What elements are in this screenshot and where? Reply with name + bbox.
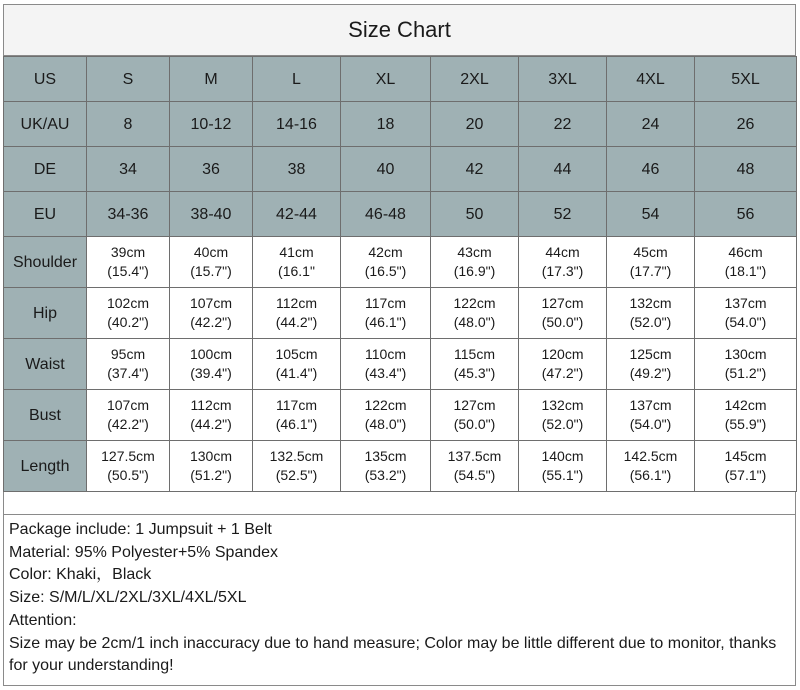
table-cell	[607, 390, 695, 441]
table-cell: S	[87, 57, 170, 102]
table-cell	[607, 288, 695, 339]
table-cell: 42-44	[253, 192, 341, 237]
inch-value: (17.7")	[629, 263, 672, 279]
inch-value: (56.1")	[629, 467, 672, 483]
table-cell	[253, 390, 341, 441]
row-label: Hip	[4, 288, 87, 339]
cm-value: 95cm	[110, 346, 146, 362]
table-cell	[519, 237, 607, 288]
table-cell: 48	[695, 147, 797, 192]
cm-value: 110cm	[365, 346, 406, 362]
cm-value: 107cm	[106, 397, 150, 413]
inch-value: (18.1")	[724, 263, 767, 279]
cm-value: 142.5cm	[623, 448, 678, 464]
color-line: Color: Khaki，Black	[9, 566, 152, 584]
table-cell	[253, 288, 341, 339]
inch-value: (43.4")	[364, 365, 407, 381]
table-cell: 26	[695, 102, 797, 147]
cm-value: 130cm	[189, 448, 233, 464]
table-cell: 2XL	[431, 57, 519, 102]
table-row	[4, 102, 797, 147]
cm-value: 132cm	[541, 397, 584, 413]
inch-value: (55.1")	[541, 467, 584, 483]
row-label: Waist	[4, 339, 87, 390]
cm-value: 41cm	[279, 244, 314, 260]
table-cell: 18	[341, 102, 431, 147]
table-row	[4, 441, 797, 492]
cm-value: 127cm	[453, 397, 496, 413]
row-label: EU	[4, 192, 87, 237]
chart-title: Size Chart	[3, 4, 796, 56]
cm-value: 100cm	[189, 346, 233, 362]
inch-value: (48.0")	[453, 314, 496, 330]
table-cell: 54	[607, 192, 695, 237]
row-label: DE	[4, 147, 87, 192]
table-cell: 50	[431, 192, 519, 237]
table-cell	[87, 339, 170, 390]
cm-value: 137cm	[724, 295, 767, 311]
table-cell	[431, 390, 519, 441]
table-cell	[519, 288, 607, 339]
attention-line: Attention:	[9, 611, 77, 629]
inch-value: (40.2")	[107, 314, 149, 330]
size-table	[3, 56, 797, 492]
inch-value: (54.0")	[629, 416, 672, 432]
table-cell	[607, 339, 695, 390]
table-cell	[431, 237, 519, 288]
cm-value: 112cm	[276, 295, 317, 311]
inch-value: (39.4")	[190, 365, 232, 381]
table-cell	[87, 390, 170, 441]
table-cell: 14-16	[253, 102, 341, 147]
row-label: Length	[4, 441, 87, 492]
table-cell	[695, 441, 797, 492]
table-cell	[695, 390, 797, 441]
inch-value: (16.1"	[278, 263, 315, 279]
inch-value: (51.2")	[724, 365, 767, 381]
table-cell	[341, 237, 431, 288]
cm-value: 40cm	[193, 244, 229, 260]
table-cell: 52	[519, 192, 607, 237]
inch-value: (52.5")	[275, 467, 318, 483]
cm-value: 117cm	[365, 295, 406, 311]
table-cell	[607, 237, 695, 288]
inch-value: (42.2")	[190, 314, 232, 330]
table-row	[4, 192, 797, 237]
table-cell: 36	[170, 147, 253, 192]
package-line: Package include: 1 Jumpsuit + 1 Belt	[9, 521, 272, 538]
cm-value: 112cm	[190, 397, 232, 413]
table-cell: 34	[87, 147, 170, 192]
table-cell	[170, 339, 253, 390]
inch-value: (46.1")	[275, 416, 318, 432]
cm-value: 120cm	[541, 346, 584, 362]
inch-value: (47.2")	[541, 365, 584, 381]
cm-value: 107cm	[189, 295, 233, 311]
material-line: Material: 95% Polyester+5% Spandex	[9, 543, 279, 561]
inch-value: (51.2")	[190, 467, 232, 483]
inch-value: (45.3")	[453, 365, 496, 381]
table-cell	[253, 237, 341, 288]
cm-value: 46cm	[728, 244, 763, 260]
inch-value: (50.0")	[453, 416, 496, 432]
inch-value: (52.0")	[629, 314, 672, 330]
table-cell: XL	[341, 57, 431, 102]
cm-value: 117cm	[276, 397, 317, 413]
inch-value: (54.0")	[724, 314, 767, 330]
cm-value: 43cm	[457, 244, 492, 260]
table-cell	[170, 288, 253, 339]
table-cell: 34-36	[87, 192, 170, 237]
inch-value: (52.0")	[541, 416, 584, 432]
row-label: Shoulder	[4, 237, 87, 288]
inch-value: (44.2")	[190, 416, 232, 432]
row-label: Bust	[4, 390, 87, 441]
table-cell: 10-12	[170, 102, 253, 147]
table-cell: L	[253, 57, 341, 102]
table-cell	[341, 441, 431, 492]
cm-value: 122cm	[364, 397, 407, 413]
cm-value: 132.5cm	[269, 448, 324, 464]
cm-value: 142cm	[724, 397, 767, 413]
inch-value: (17.3")	[541, 263, 584, 279]
cm-value: 132cm	[629, 295, 672, 311]
table-row	[4, 390, 797, 441]
inch-value: (50.5")	[107, 467, 149, 483]
inch-value: (49.2")	[629, 365, 672, 381]
cm-value: 140cm	[541, 448, 584, 464]
table-cell: 44	[519, 147, 607, 192]
cm-value: 137.5cm	[447, 448, 502, 464]
inch-value: (55.9")	[724, 416, 767, 432]
cm-value: 102cm	[106, 295, 150, 311]
table-cell: 24	[607, 102, 695, 147]
cm-value: 45cm	[633, 244, 668, 260]
table-cell: 22	[519, 102, 607, 147]
table-cell	[341, 339, 431, 390]
cm-value: 127cm	[541, 295, 584, 311]
table-cell	[170, 390, 253, 441]
table-cell: 38	[253, 147, 341, 192]
table-cell: 5XL	[695, 57, 797, 102]
table-cell	[253, 339, 341, 390]
table-cell	[431, 441, 519, 492]
table-row	[4, 57, 797, 102]
table-cell: 46-48	[341, 192, 431, 237]
table-cell: 8	[87, 102, 170, 147]
table-cell: 38-40	[170, 192, 253, 237]
table-cell	[695, 288, 797, 339]
table-cell	[431, 339, 519, 390]
table-cell	[170, 237, 253, 288]
table-row	[4, 147, 797, 192]
inch-value: (57.1")	[724, 467, 767, 483]
cm-value: 145cm	[724, 448, 767, 464]
table-cell	[607, 441, 695, 492]
inch-value: (48.0")	[364, 416, 407, 432]
table-cell	[170, 441, 253, 492]
table-cell	[87, 237, 170, 288]
inch-value: (46.1")	[364, 314, 407, 330]
inch-value: (54.5")	[453, 467, 496, 483]
inch-value: (16.5")	[364, 263, 407, 279]
row-label: UK/AU	[4, 102, 87, 147]
inch-value: (16.9")	[453, 263, 496, 279]
cm-value: 130cm	[724, 346, 767, 362]
table-cell	[519, 390, 607, 441]
table-cell	[431, 288, 519, 339]
inch-value: (15.7")	[190, 263, 232, 279]
cm-value: 127.5cm	[101, 448, 155, 464]
cm-value: 44cm	[545, 244, 580, 260]
row-label: US	[4, 57, 87, 102]
cm-value: 39cm	[110, 244, 146, 260]
inch-value: (44.2")	[275, 314, 318, 330]
inch-value: (37.4")	[107, 365, 149, 381]
table-cell	[695, 237, 797, 288]
cm-value: 135cm	[364, 448, 407, 464]
table-cell	[341, 390, 431, 441]
size-line: Size: S/M/L/XL/2XL/3XL/4XL/5XL	[9, 589, 247, 607]
table-cell: 40	[341, 147, 431, 192]
table-row	[4, 237, 797, 288]
cm-value: 122cm	[453, 295, 496, 311]
table-cell: 20	[431, 102, 519, 147]
table-row	[4, 288, 797, 339]
cm-value: 115cm	[454, 346, 495, 362]
table-cell: 56	[695, 192, 797, 237]
table-cell	[87, 441, 170, 492]
table-cell	[253, 441, 341, 492]
cm-value: 42cm	[368, 244, 403, 260]
table-row	[4, 339, 797, 390]
table-cell	[519, 441, 607, 492]
inch-value: (53.2")	[364, 467, 407, 483]
product-notes	[3, 514, 796, 686]
disclaimer-line: Size may be 2cm/1 inch inaccuracy due to hand measure; Color may be little different due to monitor, thanks for your understanding!	[9, 634, 777, 675]
inch-value: (42.2")	[107, 416, 149, 432]
inch-value: (15.4")	[107, 263, 149, 279]
cm-value: 137cm	[629, 397, 672, 413]
table-cell: 4XL	[607, 57, 695, 102]
table-cell	[695, 339, 797, 390]
inch-value: (41.4")	[275, 365, 318, 381]
inch-value: (50.0")	[541, 314, 584, 330]
table-cell: 46	[607, 147, 695, 192]
table-cell: M	[170, 57, 253, 102]
table-cell: 3XL	[519, 57, 607, 102]
cm-value: 125cm	[629, 346, 672, 362]
table-cell	[341, 288, 431, 339]
table-cell	[87, 288, 170, 339]
table-cell	[519, 339, 607, 390]
cm-value: 105cm	[275, 346, 318, 362]
table-cell: 42	[431, 147, 519, 192]
